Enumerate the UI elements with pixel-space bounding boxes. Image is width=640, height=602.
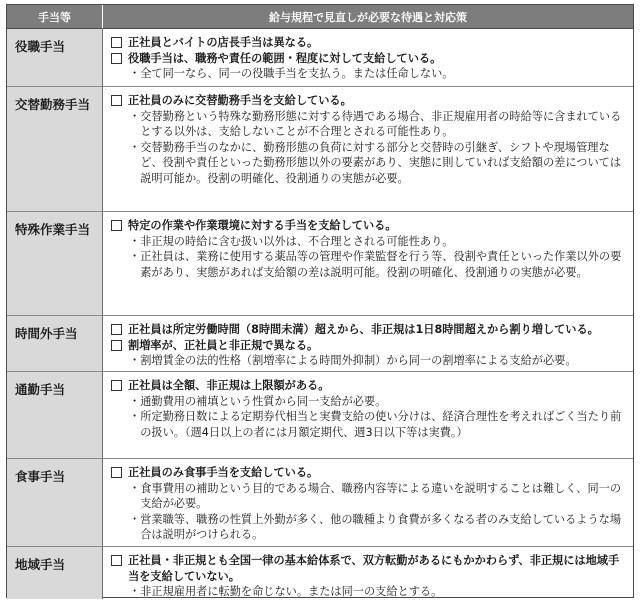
bullet-icon: ・	[129, 109, 141, 123]
bullet-icon: ・	[129, 67, 141, 80]
sub-note-text: 所定勤務日数による定期券代相当と実費支給の使い分けは、経済合理性を考えればごく当たり前の扱い。（週4日以上の者には月額定期代、週3日以下等は実費。）	[140, 410, 622, 439]
sub-note-text: 割増賃金の法的性格（割増率による時間外抑制）から同一の割増率による支給が必要。	[140, 354, 577, 367]
checklist-item	[109, 322, 627, 338]
header-allowance-type: 手当等	[7, 5, 103, 29]
sub-note	[109, 249, 627, 280]
bullet-icon: ・	[129, 512, 141, 526]
checklist-item	[109, 378, 627, 394]
allowance-table	[6, 4, 634, 598]
checkbox-icon	[111, 220, 122, 231]
bullet-icon: ・	[129, 481, 141, 495]
category-cell: 役職手当	[7, 29, 103, 87]
category-cell: 交替勤務手当	[7, 87, 103, 212]
measures-cell	[103, 547, 633, 599]
sub-note	[109, 512, 627, 543]
checklist-item-text: 正社員・非正規とも全国一律の基本給体系で、双方転勤があるにもかかわらず、非正規には地域手当を支給していない。	[128, 554, 620, 583]
checkbox-icon	[111, 53, 122, 64]
measures-cell	[103, 87, 633, 212]
checklist-item-text: 役職手当は、職務や責任の範囲・程度に対して支給している。	[128, 51, 442, 65]
sub-note-text: 正社員は、業務に使用する薬品等の管理や作業監督を行う等、役割や責任といった作業以外の要素があり、実態があれば支給額の差は説明可能。役割の明確化、役割通りの実態が必要。	[140, 250, 622, 279]
checklist-item-text: 正社員とバイトの店長手当は異なる。	[128, 36, 319, 49]
sub-note-text: 通勤費用の補填という性質から同一支給が必要。	[140, 394, 387, 408]
bullet-icon: ・	[129, 140, 141, 154]
checklist-item	[109, 465, 627, 481]
checklist-item-text: 正社員のみ食事手当を支給している。	[128, 466, 319, 479]
checklist-item-text: 正社員のみに交替勤務手当を支給している。	[128, 94, 352, 107]
category-cell: 地域手当	[7, 547, 103, 599]
checkbox-icon	[111, 324, 122, 335]
measures-cell	[103, 372, 633, 459]
checkbox-icon	[111, 95, 122, 106]
checkbox-icon	[111, 467, 122, 478]
sub-note	[109, 481, 627, 512]
sub-note	[109, 109, 627, 140]
checklist-item	[109, 553, 627, 584]
bullet-icon: ・	[129, 354, 141, 367]
sub-note	[109, 409, 627, 440]
checklist-item-text: 割増率が、正社員と非正規で異なる。	[128, 338, 319, 352]
sub-note	[109, 353, 627, 369]
category-cell: 通勤手当	[7, 372, 103, 459]
sub-note	[109, 140, 627, 187]
checklist-item	[109, 338, 627, 354]
checklist-item-text: 特定の作業や作業環境に対する手当を支給している。	[128, 219, 397, 232]
sub-note	[109, 394, 627, 410]
sub-note-text: 非正規雇用者に転勤を命じない。または同一の支給とする。	[140, 585, 443, 598]
sub-note-text: 食事費用の補助という目的である場合、職務内容等による違いを説明することは難しく、同一の支給が必要。	[140, 481, 622, 510]
checkbox-icon	[111, 555, 122, 566]
sub-note	[109, 234, 627, 250]
bullet-icon: ・	[129, 585, 141, 598]
sub-note-text: 交替勤務という特殊な勤務形態に対する待遇である場合、非正規雇用者の時給等に含まれているとする以外は、支給しないことが不合理とされる可能性あり。	[140, 109, 622, 138]
checklist-item	[109, 35, 627, 51]
checklist-item	[109, 93, 627, 109]
bullet-icon: ・	[129, 250, 141, 263]
measures-cell	[103, 459, 633, 547]
sub-note-text: 営業職等、職務の性質上外勤が多く、他の職種より食費が多くなる者のみ支給しているような場合は説明がつけられる。	[140, 512, 622, 541]
checklist-item	[109, 218, 627, 234]
checkbox-icon	[111, 380, 122, 391]
measures-cell	[103, 316, 633, 372]
checklist-item-text: 正社員は所定労働時間（8時間未満）超えから、非正規は1日8時間超えから割り増している。	[128, 323, 599, 336]
bullet-icon: ・	[129, 410, 141, 423]
sub-note-text: 非正規の時給に含む扱い以外は、不合理とされる可能性あり。	[140, 234, 454, 248]
measures-cell	[103, 212, 633, 316]
sub-note-text: 全て同一なら、同一の役職手当を支払う。または任命しない。	[140, 67, 454, 80]
sub-note-text: 交替勤務手当のなかに、勤務形態の負荷に対する部分と交替時の引継ぎ、シフトや現場管理など、役割や責任といった勤務形態以外の要素があり、実態に則していれば支給額の差については説明可能か。役割の明確化、役割通りの実態が必要。	[140, 140, 622, 185]
bullet-icon: ・	[129, 394, 141, 408]
checklist-item	[109, 51, 627, 67]
category-cell: 特殊作業手当	[7, 212, 103, 316]
sub-note	[109, 66, 627, 82]
checkbox-icon	[111, 340, 122, 351]
measures-cell	[103, 29, 633, 87]
bullet-icon: ・	[129, 234, 141, 248]
category-cell: 食事手当	[7, 459, 103, 547]
checkbox-icon	[111, 37, 122, 48]
header-measures: 給与規程で見直しが必要な待遇と対応策	[103, 5, 633, 29]
category-cell: 時間外手当	[7, 316, 103, 372]
checklist-item-text: 正社員は全額、非正規は上限額がある。	[128, 379, 330, 392]
sub-note	[109, 584, 627, 600]
